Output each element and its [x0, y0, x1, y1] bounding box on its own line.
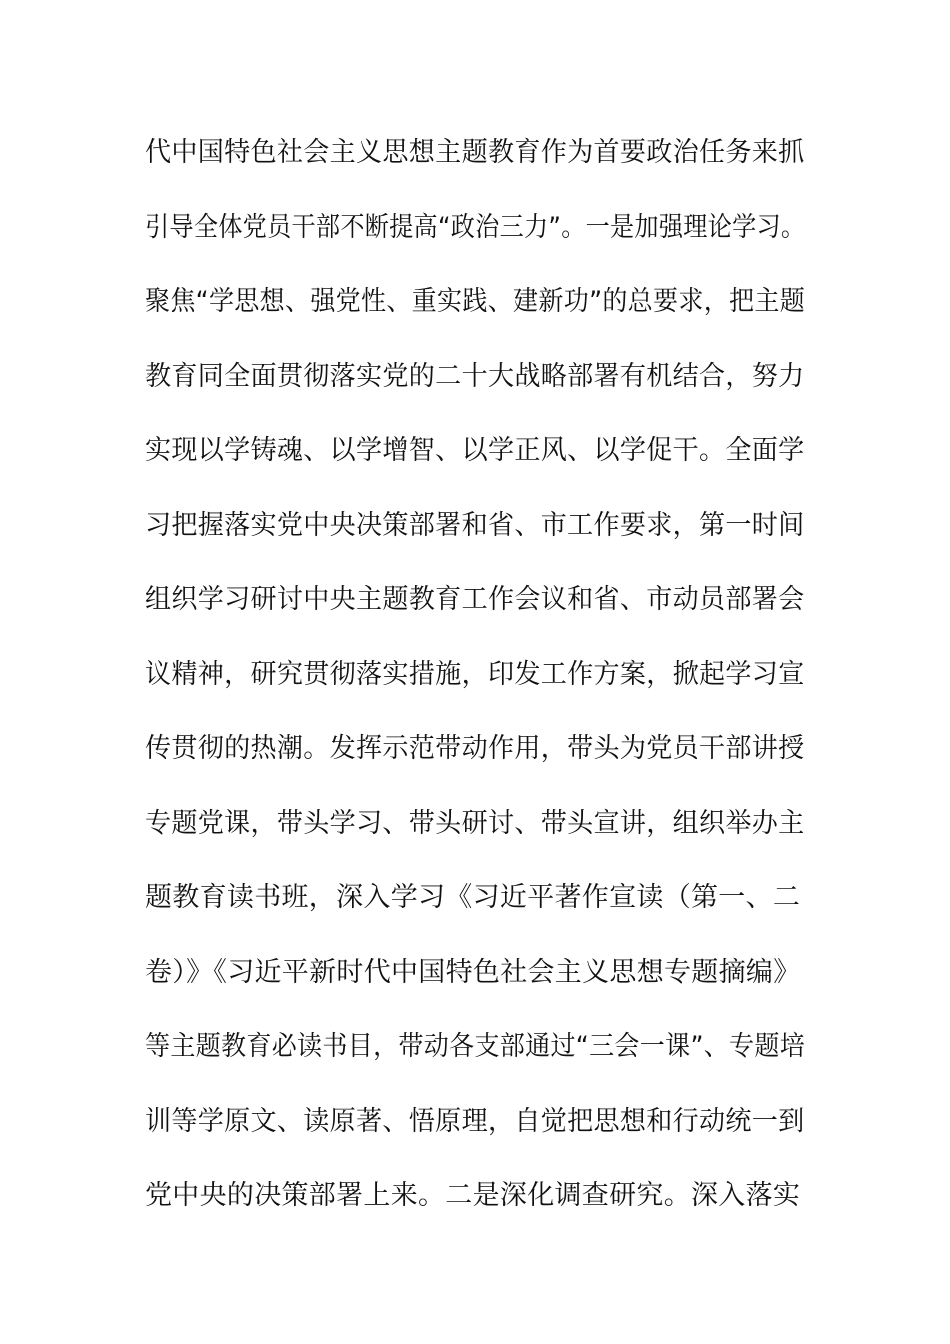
paragraph-line: 传贯彻的热潮。发挥示范带动作用，带头为党员干部讲授 — [145, 733, 805, 764]
paragraph-line: 题教育读书班，深入学习《习近平著作宣读（第一、二 — [145, 882, 801, 913]
paragraph-line: 卷）》《习近平新时代中国特色社会主义思想专题摘编》 — [145, 957, 801, 988]
paragraph-line: 代中国特色社会主义思想主题教育作为首要政治任务来抓 — [145, 137, 805, 168]
paragraph-line: 聚焦“学思想、强党性、重实践、建新功”的总要求，把主题 — [145, 286, 806, 317]
paragraph-line: 训等学原文、读原著、悟原理，自觉把思想和行动统一到 — [145, 1106, 805, 1137]
paragraph-line: 引导全体党员干部不断提高“政治三力”。一是加强理论学习。 — [145, 212, 806, 243]
paragraph-line: 专题党课，带头学习、带头研讨、带头宣讲，组织举办主 — [145, 808, 805, 839]
paragraph-line: 党中央的决策部署上来。二是深化调查研究。深入落实 — [145, 1180, 801, 1211]
paragraph-line: 教育同全面贯彻落实党的二十大战略部署有机结合，努力 — [145, 361, 805, 392]
paragraph-line: 组织学习研讨中央主题教育工作会议和省、市动员部署会 — [145, 584, 805, 615]
paragraph-line: 议精神，研究贯彻落实措施，印发工作方案，掀起学习宣 — [145, 659, 805, 690]
paragraph-line: 等主题教育必读书目，带动各支部通过“三会一课”、专题培 — [145, 1031, 806, 1062]
paragraph-line: 实现以学铸魂、以学增智、以学正风、以学促干。全面学 — [145, 435, 805, 466]
paragraph-line: 习把握落实党中央决策部署和省、市工作要求，第一时间 — [145, 510, 805, 541]
